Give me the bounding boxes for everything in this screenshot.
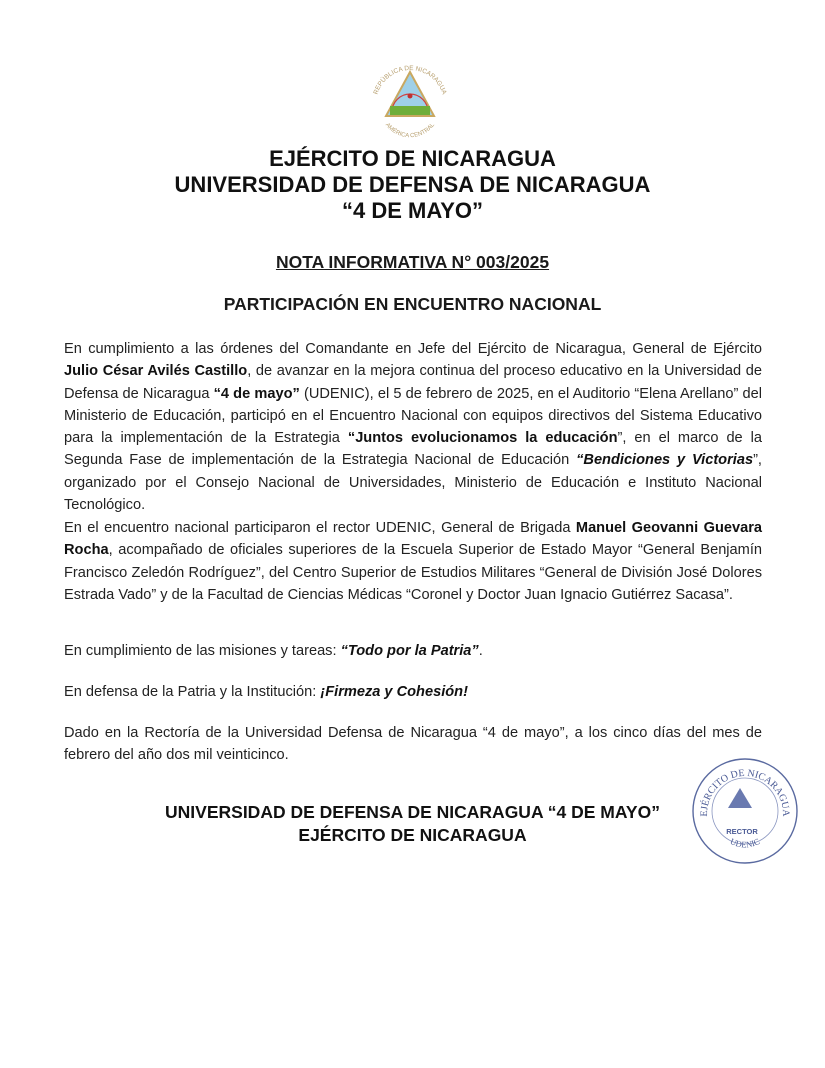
closing-text: Dado en la Rectoría de la Universidad Defensa de Nicaragua “4 de mayo”, a los cinco días del mes de febrero del año dos mil veinticinco. bbox=[64, 725, 762, 764]
paragraph-5 bbox=[64, 722, 762, 767]
header-line-university: UNIVERSIDAD DE DEFENSA DE NICARAGUA bbox=[174, 172, 651, 197]
paragraph-2 bbox=[64, 517, 762, 606]
text: En el encuentro nacional participaron el rector UDENIC, General de Brigada bbox=[64, 520, 576, 536]
national-strategy-name: “Bendiciones y Victorias bbox=[576, 452, 754, 469]
commander-name: Julio César Avilés Castillo bbox=[64, 363, 248, 380]
text: En cumplimiento de las misiones y tareas: bbox=[64, 643, 341, 659]
document-subtitle: PARTICIPACIÓN EN ENCUENTRO NACIONAL bbox=[223, 294, 602, 314]
rector-stamp bbox=[690, 756, 800, 866]
rector-name: Manuel Geovanni Guevara Rocha bbox=[64, 520, 763, 559]
text: , de avanzar en la mejora continua del proceso educativo en la Universidad de Defensa de Nicaragua bbox=[64, 363, 762, 402]
svg-text:REPÚBLICA DE NICARAGUA: REPÚBLICA DE NICARAGUA bbox=[372, 64, 448, 96]
text: (UDENIC), el 5 de febrero de 2025, en el Auditorio “Elena Arellano” del Ministerio de Educación, participó en el Encuentro Nacional con equipos directivos del Sistema Educativo para la implementación de la Estrategia bbox=[64, 385, 762, 447]
nota-number: NOTA INFORMATIVA N° 003/2025 bbox=[275, 252, 550, 272]
paragraph-1 bbox=[64, 338, 762, 516]
header-line-4-de-mayo: “4 DE MAYO” bbox=[341, 198, 483, 223]
svg-text:UDENIC: UDENIC bbox=[728, 836, 762, 850]
text: ”, en el marco de la Segunda Fase de implementación de la Estrategia Nacional de Educación bbox=[64, 430, 762, 469]
svg-text:RECTOR: RECTOR bbox=[726, 827, 758, 836]
svg-text:EJÉRCITO DE NICARAGUA: EJÉRCITO DE NICARAGUA bbox=[698, 767, 792, 817]
text: En defensa de la Patria y la Institución: bbox=[64, 684, 321, 700]
strategy-name: “Juntos evolucionamos la educación bbox=[347, 430, 618, 447]
motto: “Todo por la Patria” bbox=[340, 643, 479, 659]
text: , acompañado de oficiales superiores de la Escuela Superior de Estado Mayor “General Benjamín Francisco Zeledón Rodríguez”, del Centro Superior de Estudios Militares “General de División José Dolores Estrada Vado” y de la Facultad de Ciencias Médicas “Coronel y Doctor Juan Ignacio Gutiérrez Sacasa”. bbox=[64, 542, 762, 603]
footer-line-university: UNIVERSIDAD DE DEFENSA DE NICARAGUA “4 DE MAYO” bbox=[165, 802, 660, 822]
footer-line-army: EJÉRCITO DE NICARAGUA bbox=[298, 825, 527, 845]
text: ”, organizado por el Consejo Nacional de Universidades, Ministerio de Educación e Instituto Nacional Tecnológico. bbox=[64, 452, 762, 514]
svg-text:AMÉRICA CENTRAL: AMÉRICA CENTRAL bbox=[383, 122, 437, 140]
coat-of-arms-seal bbox=[362, 58, 458, 144]
rector-stamp-icon bbox=[690, 756, 800, 866]
university-motto: “4 de mayo” bbox=[213, 385, 300, 402]
text: En cumplimiento a las órdenes del Comandante en Jefe del Ejército de Nicaragua, General de Ejército bbox=[64, 341, 762, 357]
text: . bbox=[478, 643, 483, 659]
paragraph-3 bbox=[64, 640, 762, 662]
header-line-army: EJÉRCITO DE NICARAGUA bbox=[269, 146, 556, 171]
paragraph-4 bbox=[64, 681, 762, 703]
nota-informativa-title bbox=[0, 252, 825, 273]
nicaragua-coat-of-arms-icon bbox=[362, 58, 458, 144]
motto: ¡Firmeza y Cohesión! bbox=[320, 684, 468, 700]
